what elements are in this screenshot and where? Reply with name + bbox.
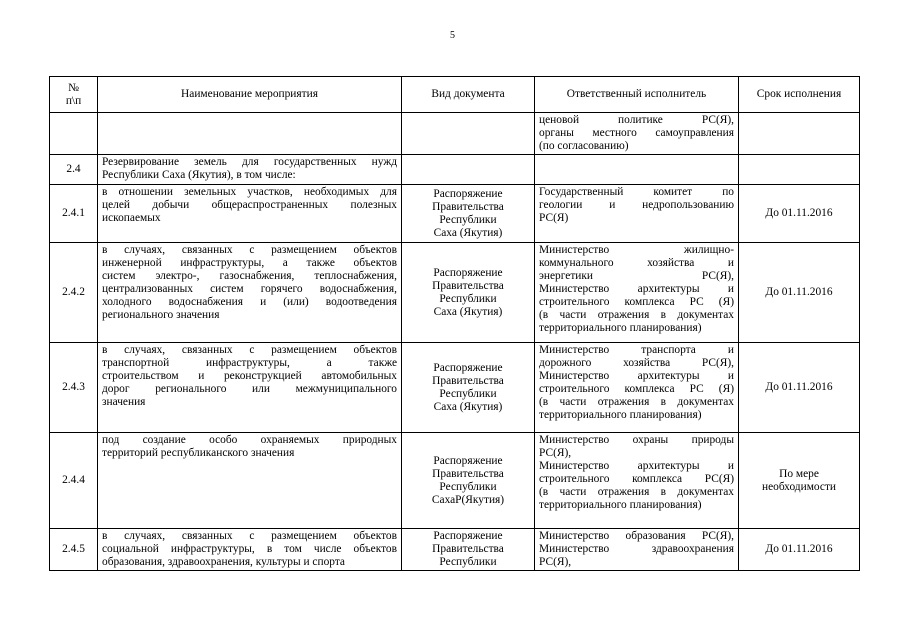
cell-resp-line: дорожного хозяйства РС(Я), — [539, 357, 734, 369]
cell-doc — [402, 113, 535, 155]
cell-resp — [535, 155, 739, 185]
cell-name — [98, 155, 402, 185]
cell-name-line: Резервирование земель для государственных нужд — [102, 156, 397, 168]
cell-doc-line: Республики — [439, 387, 497, 400]
cell-resp-line: строительного комплекса РС (Я) — [539, 383, 734, 395]
cell-resp — [535, 185, 739, 243]
header-num: № п\п — [50, 77, 98, 113]
cell-name-line: в случаях, связанных с размещением объектов — [102, 530, 397, 542]
cell-resp-line: Министерство образования РС(Я), — [539, 530, 734, 542]
table-row — [50, 529, 860, 571]
cell-name-line: систем электро-, газоснабжения, теплоснабжения, — [102, 270, 397, 282]
cell-term — [739, 529, 860, 571]
cell-doc-line: Распоряжение — [433, 187, 503, 200]
cell-resp-line: ценовой политике РС(Я), — [539, 114, 734, 126]
cell-resp-line: РС(Я), — [539, 556, 572, 568]
cell-term — [739, 113, 860, 155]
cell-term — [739, 433, 860, 529]
cell-resp-line: (в части отражения в документах — [539, 309, 734, 321]
cell-resp-line: РС(Я) — [539, 212, 569, 224]
table-row — [50, 113, 860, 155]
cell-resp-line: (в части отражения в документах — [539, 486, 734, 498]
header-name: Наименование мероприятия — [98, 77, 402, 113]
cell-resp-line: Министерство архитектуры и — [539, 460, 734, 472]
cell-num: 2.4.4 — [50, 433, 98, 529]
cell-num: 2.4.3 — [50, 343, 98, 433]
cell-doc-line: Правительства — [432, 200, 504, 213]
cell-doc — [402, 433, 535, 529]
cell-name-line: в отношении земельных участков, необходимых для — [102, 186, 397, 198]
cell-name-line: холодного водоснабжения и (или) водоотведения — [102, 296, 397, 308]
cell-name-line: в случаях, связанных с размещением объектов — [102, 244, 397, 256]
cell-term — [739, 155, 860, 185]
cell-term-line: До 01.11.2016 — [765, 543, 833, 555]
cell-doc-line: Правительства — [432, 467, 504, 480]
cell-resp — [535, 113, 739, 155]
cell-resp — [535, 343, 739, 433]
table-row — [50, 185, 860, 243]
cell-resp-line: строительного комплекса РС (Я) — [539, 296, 734, 308]
cell-resp — [535, 529, 739, 571]
cell-doc-line: СахаР(Якутия) — [431, 493, 505, 506]
cell-doc-line: Распоряжение — [433, 454, 503, 467]
cell-doc-line: Распоряжение — [433, 361, 503, 374]
table-row — [50, 155, 860, 185]
cell-doc-line: Правительства — [432, 543, 504, 555]
cell-doc-line: Распоряжение — [433, 530, 503, 542]
cell-doc-line: Республики — [439, 480, 497, 493]
cell-num: 2.4.2 — [50, 243, 98, 343]
cell-resp — [535, 243, 739, 343]
cell-term — [739, 185, 860, 243]
cell-term-line: По мере — [779, 467, 819, 480]
cell-name-line: в случаях, связанных с размещением объектов — [102, 344, 397, 356]
cell-name-line: образования, здравоохранения, культуры и спорта — [102, 556, 345, 568]
table-row — [50, 243, 860, 343]
cell-doc — [402, 185, 535, 243]
cell-resp-line: коммунального хозяйства и — [539, 257, 734, 269]
cell-resp-line: Министерство охраны природы — [539, 434, 734, 446]
cell-resp-line: Министерство транспорта и — [539, 344, 734, 356]
cell-resp-line: Министерство здравоохранения — [539, 543, 734, 555]
cell-resp-line: территориального планирования) — [539, 322, 702, 334]
cell-resp-line: РС(Я), — [539, 447, 572, 459]
page-number: 5 — [450, 30, 455, 41]
cell-resp-line: (в части отражения в документах — [539, 396, 734, 408]
cell-resp-line: органы местного самоуправления — [539, 127, 734, 139]
cell-term-line: До 01.11.2016 — [765, 381, 833, 393]
cell-doc — [402, 529, 535, 571]
cell-name — [98, 185, 402, 243]
cell-name-line: ископаемых — [102, 212, 161, 224]
cell-name — [98, 243, 402, 343]
cell-doc-line: Саха (Якутия) — [433, 305, 503, 318]
cell-name — [98, 113, 402, 155]
cell-resp-line: (по согласованию) — [539, 140, 629, 152]
table-header-row — [50, 77, 860, 113]
header-resp: Ответственный исполнитель — [535, 77, 739, 113]
cell-doc-line: Республики — [439, 556, 497, 568]
cell-doc-line: Республики — [439, 213, 497, 226]
cell-resp-line: геологии и недропользованию — [539, 199, 734, 211]
cell-num: 2.4 — [50, 155, 98, 185]
cell-resp-line: Государственный комитет по — [539, 186, 734, 198]
cell-resp-line: Министерство жилищно- — [539, 244, 734, 256]
cell-name-line: транспортной инфраструктуры, а также — [102, 357, 397, 369]
cell-name — [98, 343, 402, 433]
cell-doc-line: Саха (Якутия) — [433, 226, 503, 239]
cell-resp-line: энергетики РС(Я), — [539, 270, 734, 282]
cell-doc-line: Саха (Якутия) — [433, 400, 503, 413]
cell-doc-line: Правительства — [432, 374, 504, 387]
cell-name-line: социальной инфраструктуры, в том числе объектов — [102, 543, 397, 555]
cell-name-line: дорог регионального или межмуниципального — [102, 383, 397, 395]
cell-name-line: под создание особо охраняемых природных — [102, 434, 397, 446]
cell-name-line: Республики Саха (Якутия), в том числе: — [102, 169, 296, 181]
cell-resp-line: Министерство архитектуры и — [539, 370, 734, 382]
measures-table — [49, 76, 860, 571]
cell-resp-line: Министерство архитектуры и — [539, 283, 734, 295]
cell-num — [50, 113, 98, 155]
cell-num: 2.4.5 — [50, 529, 98, 571]
cell-name-line: строительством и реконструкцией автомобильных — [102, 370, 397, 382]
cell-term — [739, 243, 860, 343]
cell-doc — [402, 155, 535, 185]
cell-doc-line: Распоряжение — [433, 266, 503, 279]
table-row — [50, 433, 860, 529]
cell-doc-line: Республики — [439, 292, 497, 305]
cell-name-line: территорий республиканского значения — [102, 447, 295, 459]
cell-term — [739, 343, 860, 433]
header-doc: Вид документа — [402, 77, 535, 113]
cell-term-line: До 01.11.2016 — [765, 207, 833, 219]
cell-name-line: централизованных систем горячего водоснабжения, — [102, 283, 397, 295]
cell-name-line: значения — [102, 396, 146, 408]
cell-name-line: инженерной инфраструктуры, а также объектов — [102, 257, 397, 269]
cell-resp — [535, 433, 739, 529]
cell-resp-line: территориального планирования) — [539, 499, 702, 511]
cell-name — [98, 433, 402, 529]
cell-name-line: регионального значения — [102, 309, 220, 321]
cell-term-line: До 01.11.2016 — [765, 286, 833, 298]
cell-resp-line: строительного комплекса РС(Я) — [539, 473, 734, 485]
table-row — [50, 343, 860, 433]
cell-doc — [402, 343, 535, 433]
cell-doc-line: Правительства — [432, 279, 504, 292]
cell-term-line: необходимости — [761, 480, 837, 493]
cell-resp-line: территориального планирования) — [539, 409, 702, 421]
cell-doc — [402, 243, 535, 343]
cell-name-line: целей добычи общераспространенных полезных — [102, 199, 397, 211]
header-term: Срок исполнения — [739, 77, 860, 113]
cell-name — [98, 529, 402, 571]
cell-num: 2.4.1 — [50, 185, 98, 243]
